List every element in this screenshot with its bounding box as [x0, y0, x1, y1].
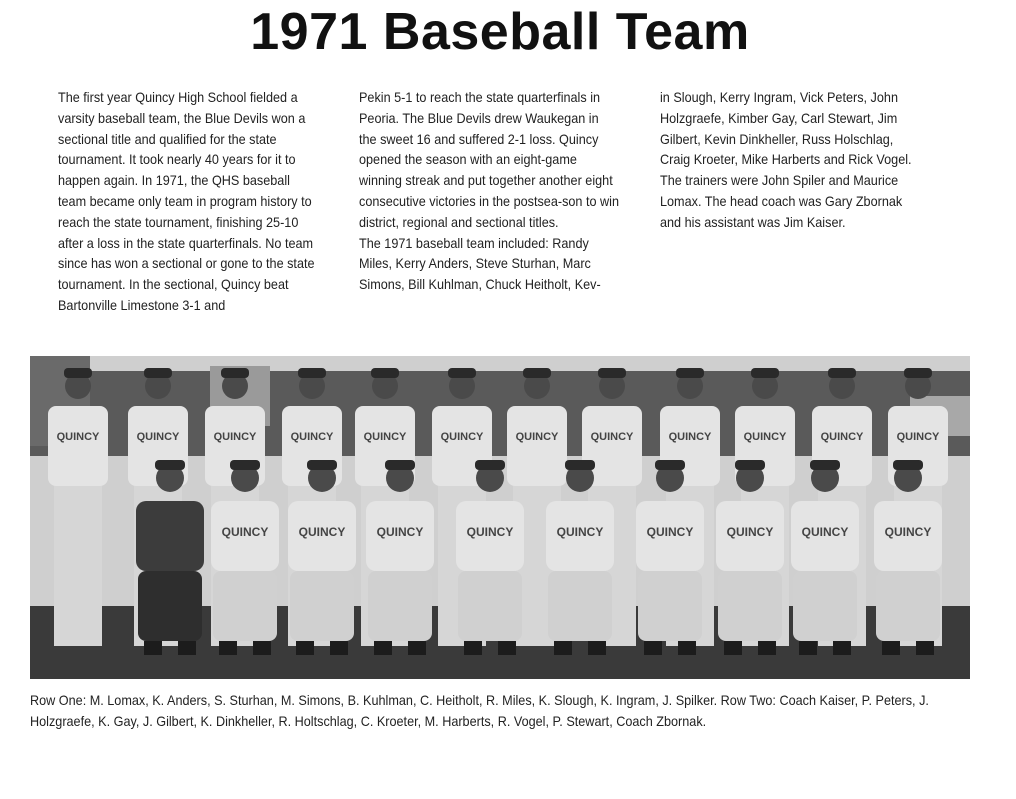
player-cap	[810, 460, 840, 470]
jersey-lettering: QUINCY	[136, 431, 180, 443]
player-cap	[298, 368, 326, 378]
player-shoe	[219, 641, 237, 655]
player-cap	[893, 460, 923, 470]
player-cap	[655, 460, 685, 470]
player-shoe	[498, 641, 516, 655]
article-column-1	[58, 88, 318, 317]
player-cap	[307, 460, 337, 470]
player-pants	[290, 571, 354, 641]
player-cap	[155, 460, 185, 470]
jersey-lettering: QUINCY	[213, 431, 257, 443]
player-pants	[458, 571, 522, 641]
player-shoe	[144, 641, 162, 655]
player-shoe	[724, 641, 742, 655]
player-cap	[64, 368, 92, 378]
team-photo-image	[30, 356, 970, 679]
player-shoe	[678, 641, 696, 655]
photo-caption: Row One: M. Lomax, K. Anders, S. Sturhan, M. Simons, B. Kuhlman, C. Heitholt, R. Miles, K. Slough, K. Ingram, J. Spilker. Row Two: Coach Kaiser, P. Peters, J. Holzgraefe, K. Gay, J. Gilbert, K. Dinkheller, R. Holtschlag, C. Kroeter, M. Harberts, R. Vogel, P. Stewart, Coach Zbornak.	[30, 693, 929, 729]
player-pants	[213, 571, 277, 641]
player-cap	[385, 460, 415, 470]
article-paragraph: Pekin 5-1 to reach the state quarterfinals in Peoria. The Blue Devils drew Waukegan in the sweet 16 and suffered 2-1 loss. Quincy opened the season with an eight-game winning streak and put together another eight consecutive victories in the postsea-son to win district, regional and sectional titles.	[359, 90, 620, 230]
jersey-lettering: QUINCY	[896, 431, 940, 443]
player-shoe	[833, 641, 851, 655]
article-paragraph: in Slough, Kerry Ingram, Vick Peters, John Holzgraefe, Kimber Gay, Carl Stewart, Jim Gilbert, Kevin Dinkheller, Russ Holschlag, Craig Kroeter, Mike Harberts and Rick Vogel. The trainers were John Spiler and Maurice Lomax. The head coach was Gary Zbornak and his assistant was Jim Kaiser.	[660, 90, 912, 230]
player-pants	[138, 571, 202, 641]
player-cap	[523, 368, 551, 378]
player-pants	[54, 486, 102, 646]
article-paragraph: The first year Quincy High School fielded a varsity baseball team, the Blue Devils won a sectional title and qualified for the state tournament. It took nearly 40 years for it to happen again. In 1971, the QHS baseball team became only team in program history to reach the state tournament, finishing 25-10 after a loss in the state quarterfinals. No team since has won a sectional or gone to the state tournament. In the sectional, Quincy beat Bartonville Limestone 3-1 and	[58, 90, 315, 313]
player-cap	[751, 368, 779, 378]
player-jersey	[48, 406, 108, 486]
player-shoe	[464, 641, 482, 655]
player-cap	[598, 368, 626, 378]
player-cap	[735, 460, 765, 470]
player-shoe	[554, 641, 572, 655]
player-pants	[368, 571, 432, 641]
player-cap	[144, 368, 172, 378]
player-cap	[221, 368, 249, 378]
player-pants	[876, 571, 940, 641]
player-cap	[828, 368, 856, 378]
article-column-2	[359, 88, 619, 296]
player-shoe	[882, 641, 900, 655]
jersey-lettering: QUINCY	[668, 431, 712, 443]
jersey-lettering: QUINCY	[590, 431, 634, 443]
page-title: 1971 Baseball Team	[250, 3, 750, 61]
player-cap	[448, 368, 476, 378]
player-shoe	[374, 641, 392, 655]
player-pants	[793, 571, 857, 641]
article-column-3	[660, 88, 920, 234]
player-jersey	[136, 501, 204, 571]
player-pants	[718, 571, 782, 641]
jersey-lettering: QUINCY	[743, 431, 787, 443]
jersey-lettering: QUINCY	[221, 525, 269, 539]
player-cap	[565, 460, 595, 470]
jersey-lettering: QUINCY	[515, 431, 559, 443]
player-shoe	[758, 641, 776, 655]
player-cap	[371, 368, 399, 378]
jersey-lettering: QUINCY	[363, 431, 407, 443]
player-pants	[638, 571, 702, 641]
jersey-lettering: QUINCY	[556, 525, 604, 539]
player-pants	[548, 571, 612, 641]
jersey-lettering: QUINCY	[298, 525, 346, 539]
jersey-lettering: QUINCY	[820, 431, 864, 443]
jersey-lettering: QUINCY	[726, 525, 774, 539]
jersey-lettering: QUINCY	[56, 431, 100, 443]
jersey-lettering: QUINCY	[290, 431, 334, 443]
player-cap	[475, 460, 505, 470]
player-cap	[904, 368, 932, 378]
jersey-lettering: QUINCY	[801, 525, 849, 539]
jersey-lettering: QUINCY	[646, 525, 694, 539]
player-jersey	[507, 406, 567, 486]
player-cap	[676, 368, 704, 378]
player-shoe	[588, 641, 606, 655]
player-shoe	[916, 641, 934, 655]
player-shoe	[408, 641, 426, 655]
player-shoe	[799, 641, 817, 655]
player-shoe	[644, 641, 662, 655]
player-shoe	[330, 641, 348, 655]
player-cap	[230, 460, 260, 470]
jersey-lettering: QUINCY	[466, 525, 514, 539]
jersey-lettering: QUINCY	[376, 525, 424, 539]
jersey-lettering: QUINCY	[440, 431, 484, 443]
jersey-lettering: QUINCY	[884, 525, 932, 539]
team-photo	[30, 356, 970, 679]
player-shoe	[296, 641, 314, 655]
player-shoe	[253, 641, 271, 655]
article-paragraph: The 1971 baseball team included: Randy Miles, Kerry Anders, Steve Sturhan, Marc Simons, Bill Kuhlman, Chuck Heitholt, Kev-	[359, 235, 601, 293]
player-shoe	[178, 641, 196, 655]
